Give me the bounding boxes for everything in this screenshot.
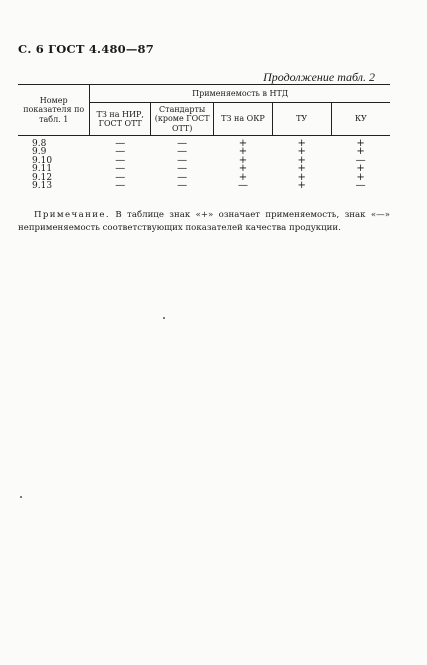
scan-speck [163, 317, 165, 319]
applicability-cell: + [297, 180, 306, 192]
table-row [18, 165, 390, 173]
column-header: ТЗ на ОКР [214, 103, 272, 136]
column-header: КУ [331, 103, 390, 136]
column-header: ТУ [272, 103, 331, 136]
row-number: 9.11 [32, 164, 53, 175]
applicability-cell: + [297, 154, 306, 166]
applicability-cell: + [297, 163, 306, 175]
applicability-cell: — [177, 163, 188, 175]
applicability-cell: — [177, 180, 188, 192]
applicability-cell: — [115, 154, 126, 166]
applicability-cell: — [355, 180, 366, 192]
applicability-cell: + [356, 146, 365, 158]
applicability-cell: + [356, 171, 365, 183]
table-row [18, 136, 390, 149]
applicability-cell: — [115, 146, 126, 158]
scan-speck [20, 496, 22, 498]
applicability-cell: + [297, 138, 306, 149]
applicability-cell: + [297, 171, 306, 183]
applicability-cell: + [238, 163, 248, 175]
table-note [18, 209, 390, 235]
group-header: Применяемость в НТД [90, 85, 390, 103]
applicability-cell: — [177, 146, 188, 158]
table-continuation-label: Продолжение табл. 2 [263, 70, 375, 84]
applicability-cell: + [238, 171, 248, 183]
applicability-cell: + [356, 138, 365, 149]
applicability-cell: — [237, 180, 248, 192]
applicability-cell: — [177, 154, 188, 166]
row-number: 9.10 [32, 155, 53, 166]
applicability-cell: — [177, 138, 188, 149]
applicability-cell: — [355, 154, 366, 166]
row-number: 9.13 [32, 181, 53, 192]
note-text: В таблице знак «+» означает применяемость, знак «—» неприменяемость соответствующих показателей качества продукции. [18, 210, 390, 233]
applicability-cell: — [115, 180, 126, 192]
applicability-cell: + [356, 163, 365, 175]
applicability-cell: + [238, 138, 248, 149]
column-header: ТЗ на НИР, ГОСТ ОТТ [90, 103, 151, 136]
table-row [18, 174, 390, 182]
row-number: 9.12 [32, 172, 53, 183]
applicability-cell: — [115, 163, 126, 175]
applicability-cell: — [177, 171, 188, 183]
applicability-cell: — [115, 171, 126, 183]
applicability-table [18, 84, 390, 190]
table-row [18, 148, 390, 156]
applicability-cell: + [238, 146, 248, 158]
row-number-header: Номер показателя по табл. 1 [18, 85, 90, 136]
note-label: Примечание. [34, 210, 110, 220]
table-row [18, 182, 390, 190]
applicability-cell: + [238, 154, 248, 166]
row-number: 9.8 [32, 139, 47, 149]
applicability-cell: — [115, 138, 126, 149]
applicability-cell: + [297, 146, 306, 158]
page-header: С. 6 ГОСТ 4.480—87 [18, 42, 154, 56]
row-number: 9.9 [32, 147, 47, 158]
table-row [18, 157, 390, 165]
column-header: Стандарты (кроме ГОСТ ОТТ) [151, 103, 214, 136]
